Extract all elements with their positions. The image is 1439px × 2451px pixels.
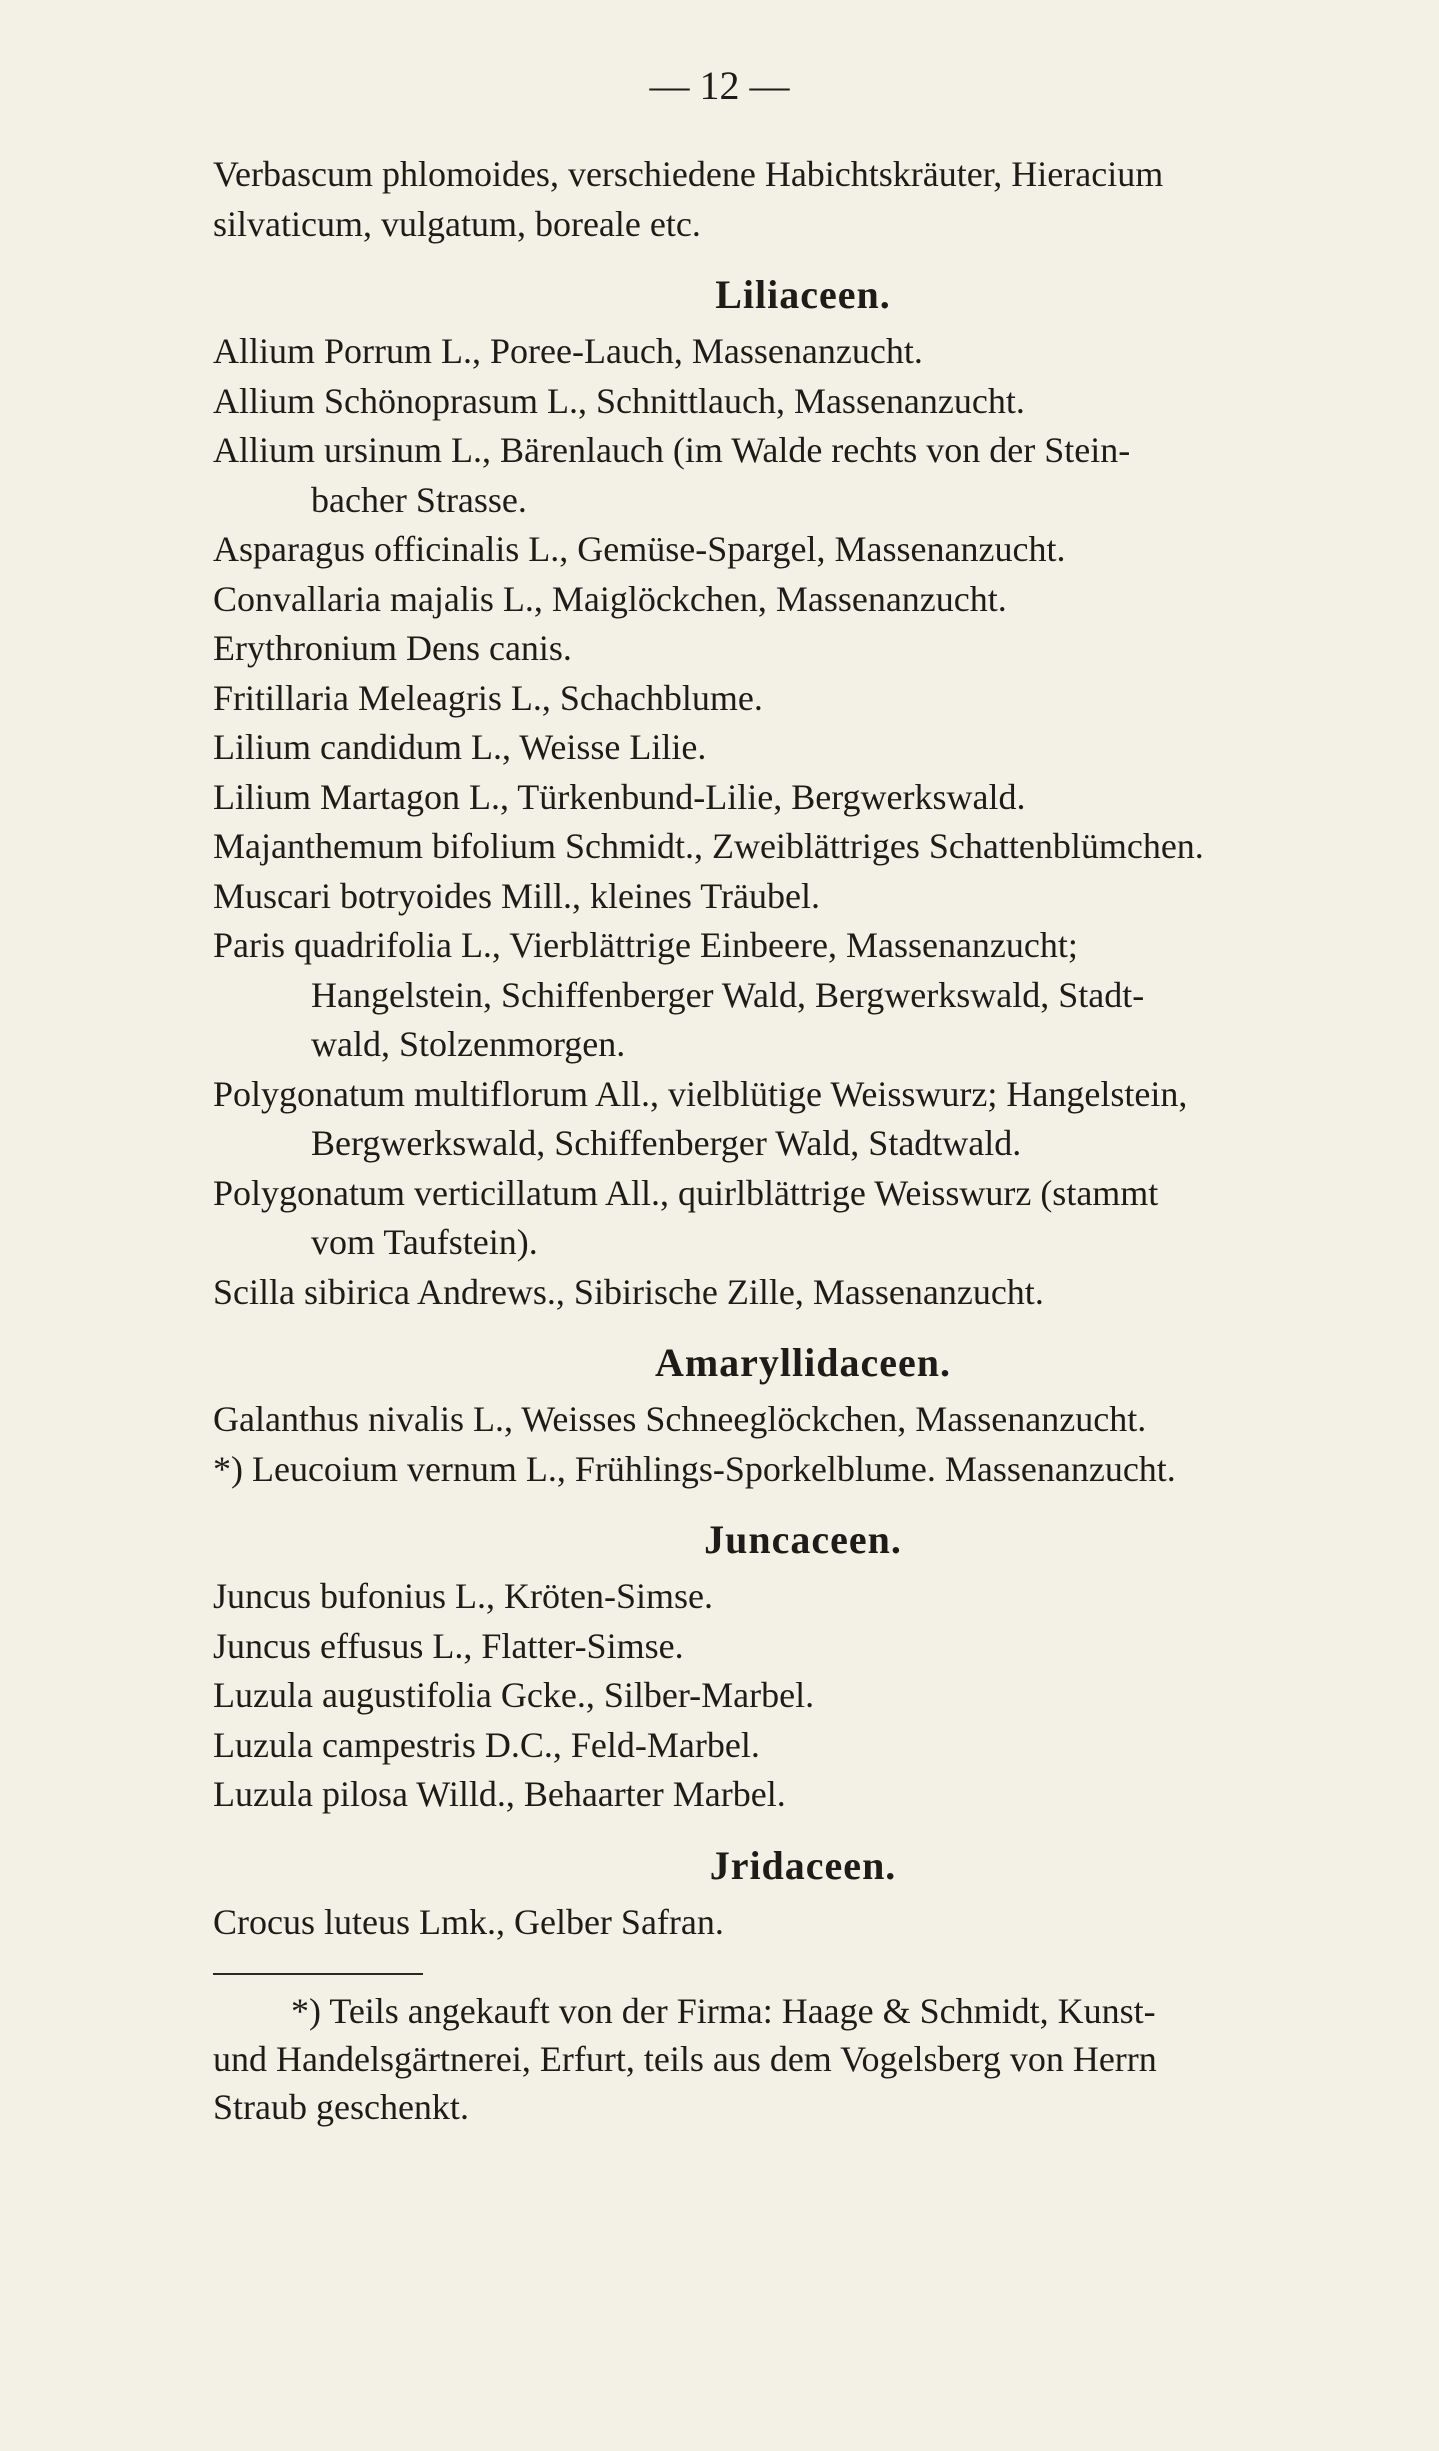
- section-heading-amaryllidaceen: Amaryllidaceen.: [654, 1340, 952, 1385]
- species-line: *) Leucoium vernum L., Frühlings-Sporkelblume. Massenanzucht.: [213, 1448, 1176, 1489]
- species-line-continued: Bergwerkswald, Schiffenberger Wald, Stadtwald.: [311, 1123, 1022, 1163]
- species-line: Polygonatum verticillatum All., quirlblättrige Weisswurz (stammt: [213, 1172, 1159, 1213]
- section-heading-jridaceen: Jridaceen.: [709, 1842, 897, 1888]
- species-line-continued: vom Taufstein).: [311, 1222, 538, 1262]
- species-line-continued: bacher Strasse.: [311, 479, 527, 520]
- species-line: Asparagus officinalis L., Gemüse-Spargel, Massenanzucht.: [213, 529, 1066, 569]
- species-line: Luzula pilosa Willd., Behaarter Marbel.: [213, 1774, 786, 1814]
- species-line: Majanthemum bifolium Schmidt., Zweiblättriges Schattenblümchen.: [213, 826, 1204, 866]
- species-line-continued: wald, Stolzenmorgen.: [311, 1024, 626, 1064]
- species-line-continued: Hangelstein, Schiffenberger Wald, Bergwerkswald, Stadt-: [311, 974, 1145, 1015]
- species-line: Convallaria majalis L., Maiglöckchen, Massenanzucht.: [213, 578, 1007, 619]
- text-line: silvaticum, vulgatum, boreale etc.: [213, 203, 701, 244]
- footnote-line: Straub geschenkt.: [213, 2087, 469, 2127]
- species-line: Erythronium Dens canis.: [213, 628, 572, 668]
- species-line: Galanthus nivalis L., Weisses Schneeglöckchen, Massenanzucht.: [213, 1399, 1147, 1439]
- footnote-line: und Handelsgärtnerei, Erfurt, teils aus dem Vogelsberg von Herrn: [213, 2039, 1157, 2079]
- page-number: — 12 —: [649, 63, 790, 108]
- species-line: Fritillaria Meleagris L., Schachblume.: [213, 677, 763, 718]
- section-heading-juncaceen: Juncaceen.: [704, 1517, 902, 1562]
- species-line: Crocus luteus Lmk., Gelber Safran.: [213, 1901, 724, 1942]
- species-line: Allium Porrum L., Poree-Lauch, Massenanzucht.: [213, 331, 923, 371]
- page-body: [213, 150, 1393, 2131]
- footnote: [213, 1987, 1393, 2131]
- species-line: Luzula campestris D.C., Feld-Marbel.: [213, 1724, 760, 1765]
- species-line: Allium ursinum L., Bärenlauch (im Walde rechts von der Stein-: [213, 430, 1131, 470]
- species-line: Polygonatum multiflorum All., vielblütige Weisswurz; Hangelstein,: [213, 1073, 1188, 1114]
- footnote-line: *) Teils angekauft von der Firma: Haage & Schmidt, Kunst-: [291, 1991, 1156, 2031]
- section-heading-liliaceen: Liliaceen.: [715, 272, 891, 317]
- species-line: Scilla sibirica Andrews., Sibirische Zille, Massenanzucht.: [213, 1271, 1044, 1312]
- species-line: Allium Schönoprasum L., Schnittlauch, Massenanzucht.: [213, 380, 1025, 421]
- text-line: Verbascum phlomoides, verschiedene Habichtskräuter, Hieracium: [213, 154, 1164, 194]
- species-line: Lilium Martagon L., Türkenbund-Lilie, Bergwerkswald.: [213, 776, 1026, 817]
- species-line: Juncus bufonius L., Kröten-Simse.: [213, 1576, 713, 1616]
- species-line: Paris quadrifolia L., Vierblättrige Einbeere, Massenanzucht;: [213, 925, 1078, 965]
- species-line: Lilium candidum L., Weisse Lilie.: [213, 727, 707, 767]
- species-line: Muscari botryoides Mill., kleines Träubel.: [213, 875, 820, 916]
- species-line: Luzula augustifolia Gcke., Silber-Marbel.: [213, 1675, 815, 1715]
- species-line: Juncus effusus L., Flatter-Simse.: [213, 1625, 684, 1666]
- footnote-rule: [213, 1973, 423, 1975]
